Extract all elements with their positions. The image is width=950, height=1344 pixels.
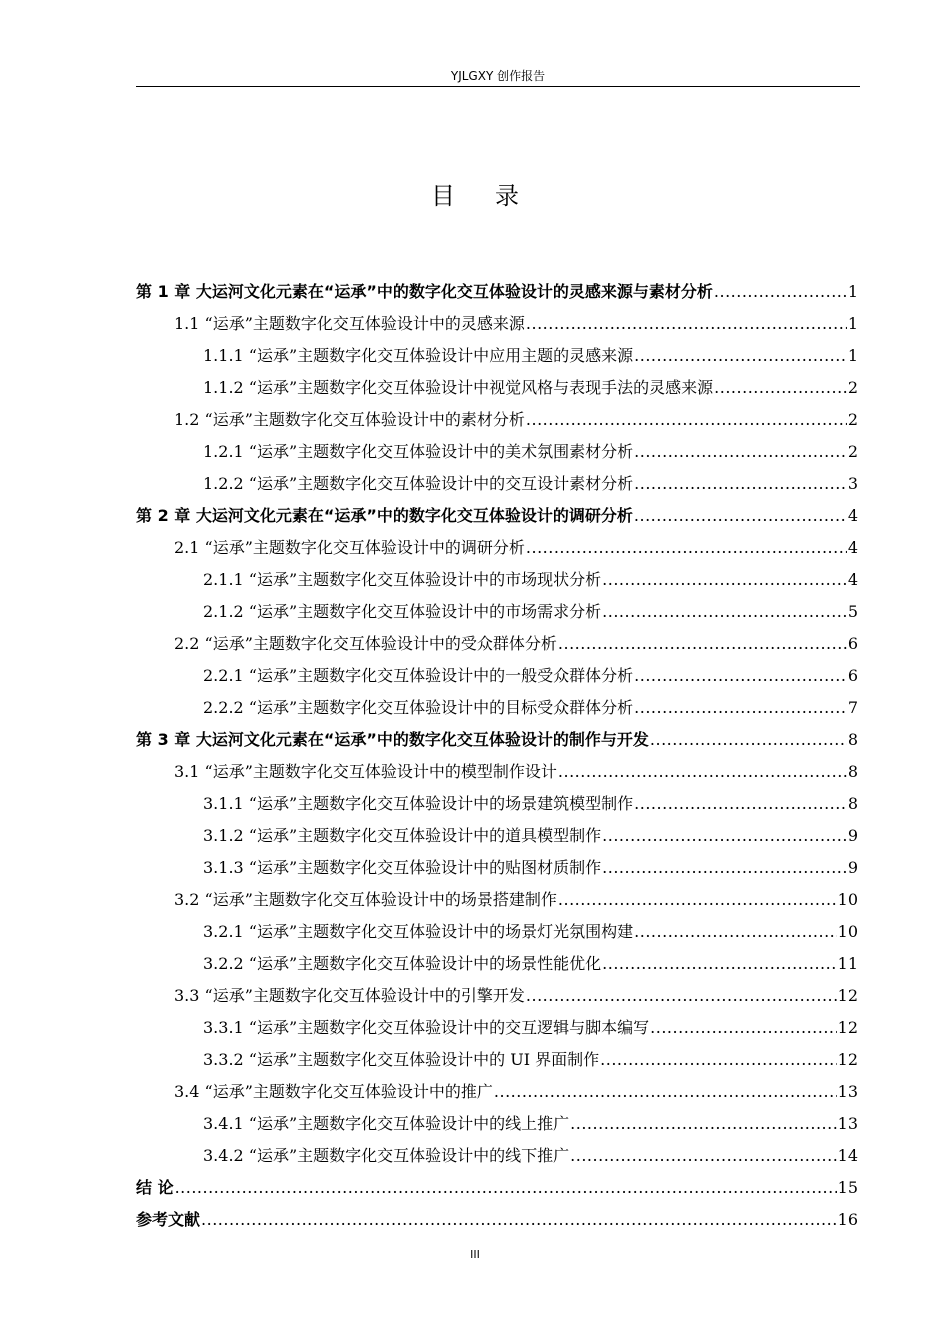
- toc-leader-dots: [634, 500, 847, 532]
- toc-entry-title: 1.2.1 “运承”主题数字化交互体验设计中的美术氛围素材分析: [203, 442, 634, 461]
- toc-entry[interactable]: [136, 1012, 858, 1044]
- toc-entry-title: 3.2.1 “运承”主题数字化交互体验设计中的场景灯光氛围构建: [203, 922, 634, 941]
- toc-entry[interactable]: [136, 436, 858, 468]
- toc-entry-title: 3.4.1 “运承”主题数字化交互体验设计中的线上推广: [203, 1114, 570, 1133]
- toc-entry[interactable]: [136, 564, 858, 596]
- toc-entry[interactable]: [136, 1044, 858, 1076]
- toc-entry-page: 2: [847, 410, 858, 429]
- toc-entry-page: 12: [837, 1018, 858, 1037]
- toc-entry-title: 3.2 “运承”主题数字化交互体验设计中的场景搭建制作: [174, 890, 557, 909]
- toc-entry-page: 9: [847, 826, 858, 845]
- toc-entry-title: 第 1 章 大运河文化元素在“运承”中的数字化交互体验设计的灵感来源与素材分析: [136, 282, 713, 301]
- toc-entry-title: 1.2.2 “运承”主题数字化交互体验设计中的交互设计素材分析: [203, 474, 634, 493]
- toc-entry[interactable]: [136, 308, 858, 340]
- toc-leader-dots: [600, 1044, 837, 1076]
- toc-entry[interactable]: [136, 756, 858, 788]
- toc-entry[interactable]: [136, 1172, 858, 1204]
- toc-entry-page: 11: [837, 954, 858, 973]
- toc-entry-title: 2.1 “运承”主题数字化交互体验设计中的调研分析: [174, 538, 525, 557]
- toc-entry-title: 1.1.1 “运承”主题数字化交互体验设计中应用主题的灵感来源: [203, 346, 634, 365]
- toc-entry-page: 14: [837, 1146, 858, 1165]
- toc-entry[interactable]: [136, 532, 858, 564]
- toc-entry-title: 结 论: [136, 1178, 174, 1197]
- toc-entry-title: 2.2.1 “运承”主题数字化交互体验设计中的一般受众群体分析: [203, 666, 634, 685]
- toc-leader-dots: [558, 628, 847, 660]
- toc-entry-page: 5: [847, 602, 858, 621]
- toc-entry[interactable]: [136, 628, 858, 660]
- toc-leader-dots: [494, 1076, 837, 1108]
- toc-entry-page: 8: [847, 794, 858, 813]
- page-title: 目录: [431, 182, 559, 210]
- toc-entry-page: 10: [837, 922, 858, 941]
- toc-entry-title: 2.2 “运承”主题数字化交互体验设计中的受众群体分析: [174, 634, 557, 653]
- toc-entry-page: 1: [847, 282, 858, 301]
- toc-entry-page: 7: [847, 698, 858, 717]
- toc-entry[interactable]: [136, 372, 858, 404]
- toc-entry-page: 8: [847, 762, 858, 781]
- toc-entry-title: 1.2 “运承”主题数字化交互体验设计中的素材分析: [174, 410, 525, 429]
- toc-leader-dots: [634, 692, 847, 724]
- toc-entry-page: 4: [847, 538, 858, 557]
- page-footer: [0, 1248, 950, 1261]
- toc-leader-dots: [634, 788, 847, 820]
- toc-entry-page: 16: [837, 1210, 858, 1229]
- toc-leader-dots: [526, 308, 847, 340]
- toc-entry-page: 10: [837, 890, 858, 909]
- toc-entry-title: 3.4 “运承”主题数字化交互体验设计中的推广: [174, 1082, 493, 1101]
- toc-entry-page: 3: [847, 474, 858, 493]
- toc-entry-title: 3.3 “运承”主题数字化交互体验设计中的引擎开发: [174, 986, 525, 1005]
- toc-entry-page: 15: [837, 1178, 858, 1197]
- toc-entry-page: 6: [847, 634, 858, 653]
- toc-entry-title: 3.2.2 “运承”主题数字化交互体验设计中的场景性能优化: [203, 954, 602, 973]
- toc-entry[interactable]: [136, 1076, 858, 1108]
- toc-entry-title: 2.2.2 “运承”主题数字化交互体验设计中的目标受众群体分析: [203, 698, 634, 717]
- toc-entry[interactable]: [136, 404, 858, 436]
- toc-entry[interactable]: [136, 692, 858, 724]
- toc-leader-dots: [714, 276, 847, 308]
- toc-entry-page: 2: [847, 378, 858, 397]
- toc-entry-page: 13: [837, 1114, 858, 1133]
- toc-entry-page: 1: [847, 346, 858, 365]
- toc-entry-title: 参考文献: [136, 1210, 201, 1229]
- toc-entry[interactable]: [136, 852, 858, 884]
- toc-leader-dots: [175, 1172, 837, 1204]
- toc-entry-page: 12: [837, 1050, 858, 1069]
- toc-entry-page: 12: [837, 986, 858, 1005]
- toc-entry[interactable]: [136, 948, 858, 980]
- toc-entry[interactable]: [136, 1108, 858, 1140]
- toc-leader-dots: [634, 340, 847, 372]
- toc-entry[interactable]: [136, 724, 858, 756]
- toc-entry[interactable]: [136, 596, 858, 628]
- toc-leader-dots: [526, 404, 847, 436]
- toc-entry-title: 3.1.3 “运承”主题数字化交互体验设计中的贴图材质制作: [203, 858, 602, 877]
- toc-leader-dots: [602, 564, 847, 596]
- toc-entry-title: 2.1.1 “运承”主题数字化交互体验设计中的市场现状分析: [203, 570, 602, 589]
- toc-entry[interactable]: [136, 820, 858, 852]
- toc-leader-dots: [602, 948, 836, 980]
- toc-entry-title: 3.3.1 “运承”主题数字化交互体验设计中的交互逻辑与脚本编写: [203, 1018, 650, 1037]
- toc-leader-dots: [714, 372, 847, 404]
- toc-entry-title: 3.1.1 “运承”主题数字化交互体验设计中的场景建筑模型制作: [203, 794, 634, 813]
- toc-entry-page: 6: [847, 666, 858, 685]
- toc-entry[interactable]: [136, 884, 858, 916]
- toc-entry-page: 8: [847, 730, 858, 749]
- toc-entry-title: 1.1.2 “运承”主题数字化交互体验设计中视觉风格与表现手法的灵感来源: [203, 378, 714, 397]
- toc-entry-page: 4: [847, 570, 858, 589]
- toc-entry[interactable]: [136, 468, 858, 500]
- toc-leader-dots: [526, 980, 837, 1012]
- toc-entry[interactable]: [136, 1140, 858, 1172]
- toc-leader-dots: [526, 532, 847, 564]
- toc-entry-title: 3.1.2 “运承”主题数字化交互体验设计中的道具模型制作: [203, 826, 602, 845]
- toc-leader-dots: [201, 1204, 837, 1236]
- toc-entry[interactable]: [136, 1204, 858, 1236]
- toc-leader-dots: [634, 916, 836, 948]
- page-header: [136, 68, 860, 87]
- toc-entry[interactable]: [136, 500, 858, 532]
- toc-entry-title: 2.1.2 “运承”主题数字化交互体验设计中的市场需求分析: [203, 602, 602, 621]
- toc-entry-page: 9: [847, 858, 858, 877]
- toc-entry[interactable]: [136, 276, 858, 308]
- toc-entry[interactable]: [136, 340, 858, 372]
- toc-leader-dots: [650, 724, 847, 756]
- toc-entry-title: 第 3 章 大运河文化元素在“运承”中的数字化交互体验设计的制作与开发: [136, 730, 649, 749]
- toc-entry[interactable]: [136, 916, 858, 948]
- toc-entry-title: 1.1 “运承”主题数字化交互体验设计中的灵感来源: [174, 314, 525, 333]
- toc-entry-page: 13: [837, 1082, 858, 1101]
- toc-leader-dots: [570, 1140, 836, 1172]
- toc-leader-dots: [558, 884, 837, 916]
- toc-leader-dots: [602, 852, 847, 884]
- toc-entry[interactable]: [136, 660, 858, 692]
- toc-entry-title: 3.1 “运承”主题数字化交互体验设计中的模型制作设计: [174, 762, 557, 781]
- toc-entry-title: 第 2 章 大运河文化元素在“运承”中的数字化交互体验设计的调研分析: [136, 506, 633, 525]
- toc-leader-dots: [650, 1012, 836, 1044]
- header-text: YJLGXY 创作报告: [450, 69, 546, 83]
- toc-leader-dots: [570, 1108, 836, 1140]
- toc-leader-dots: [634, 436, 847, 468]
- toc-entry-title: 3.4.2 “运承”主题数字化交互体验设计中的线下推广: [203, 1146, 570, 1165]
- toc-leader-dots: [558, 756, 847, 788]
- page-number: III: [470, 1248, 480, 1261]
- toc-entry[interactable]: [136, 788, 858, 820]
- toc-entry-page: 4: [847, 506, 858, 525]
- toc-entry-page: 1: [847, 314, 858, 333]
- toc-leader-dots: [602, 820, 847, 852]
- toc-entry-title: 3.3.2 “运承”主题数字化交互体验设计中的 UI 界面制作: [203, 1050, 600, 1069]
- toc-entry[interactable]: [136, 980, 858, 1012]
- toc-leader-dots: [634, 468, 847, 500]
- toc-leader-dots: [634, 660, 847, 692]
- toc-entry-page: 2: [847, 442, 858, 461]
- table-of-contents: [136, 276, 858, 1236]
- toc-leader-dots: [602, 596, 847, 628]
